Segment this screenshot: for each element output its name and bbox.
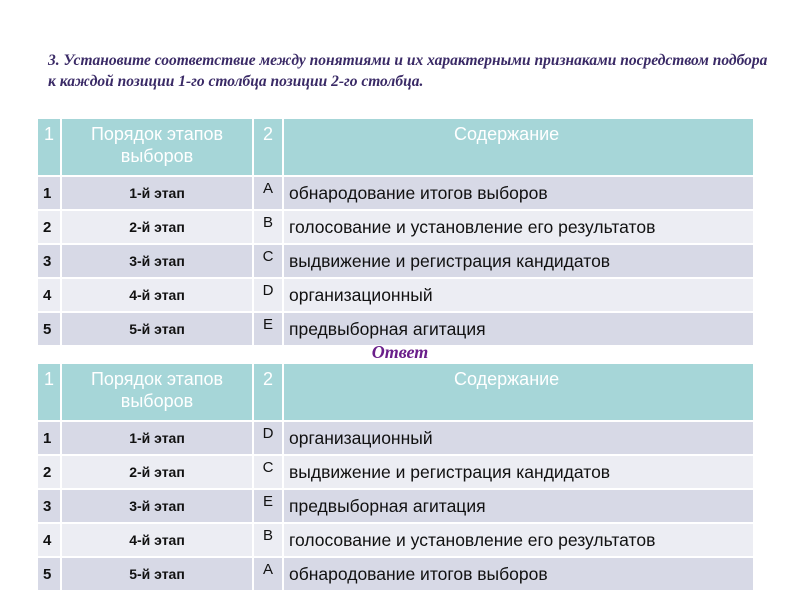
row-stage: 4-й этап [62,524,252,556]
row-stage: 2-й этап [62,456,252,488]
row-letter: B [254,524,282,556]
row-letter: E [254,313,282,345]
row-content: выдвижение и регистрация кандидатов [284,456,753,488]
row-letter: D [254,422,282,454]
row-stage: 3-й этап [62,245,252,277]
header-col-content: Содержание [284,364,753,420]
header-col-content: Содержание [284,119,753,175]
header-col-stages: Порядок этапов выборов [62,119,252,175]
table-row [38,558,753,590]
answer-title: Ответ [371,342,429,362]
row-number: 4 [38,524,60,556]
question-table [36,117,755,347]
row-content: организационный [284,422,753,454]
answer-table [36,362,755,592]
row-number: 1 [38,177,60,209]
row-number: 3 [38,490,60,522]
row-content: обнародование итогов выборов [284,558,753,590]
row-letter: B [254,211,282,243]
header-col-1: 1 [38,364,60,420]
row-letter: C [254,456,282,488]
row-content: предвыборная агитация [284,490,753,522]
table-row [38,177,753,209]
row-letter: E [254,490,282,522]
row-number: 2 [38,456,60,488]
row-stage: 3-й этап [62,490,252,522]
row-number: 3 [38,245,60,277]
table-row [38,245,753,277]
row-number: 5 [38,558,60,590]
task-text: 3. Установите соответствие между понятиями и их характерными признаками посредством подбора к каждой позиции 1-го столбца позиции 2-го столбца. [48,52,768,90]
row-number: 2 [38,211,60,243]
row-letter: D [254,279,282,311]
row-content: организационный [284,279,753,311]
row-stage: 5-й этап [62,558,252,590]
row-stage: 1-й этап [62,177,252,209]
row-stage: 5-й этап [62,313,252,345]
row-number: 1 [38,422,60,454]
table-row [38,524,753,556]
row-letter: C [254,245,282,277]
row-content: голосование и установление его результатов [284,211,753,243]
header-row [38,119,753,175]
row-letter: A [254,177,282,209]
header-col-2: 2 [254,364,282,420]
table-row [38,279,753,311]
row-number: 5 [38,313,60,345]
table-row [38,422,753,454]
row-stage: 2-й этап [62,211,252,243]
table-row [38,211,753,243]
row-content: выдвижение и регистрация кандидатов [284,245,753,277]
header-col-1: 1 [38,119,60,175]
row-stage: 4-й этап [62,279,252,311]
header-row [38,364,753,420]
header-col-2: 2 [254,119,282,175]
row-content: обнародование итогов выборов [284,177,753,209]
row-content: голосование и установление его результатов [284,524,753,556]
table-row [38,490,753,522]
row-stage: 1-й этап [62,422,252,454]
table-row [38,313,753,345]
row-letter: A [254,558,282,590]
row-number: 4 [38,279,60,311]
table-row [38,456,753,488]
row-content: предвыборная агитация [284,313,753,345]
header-col-stages: Порядок этапов выборов [62,364,252,420]
